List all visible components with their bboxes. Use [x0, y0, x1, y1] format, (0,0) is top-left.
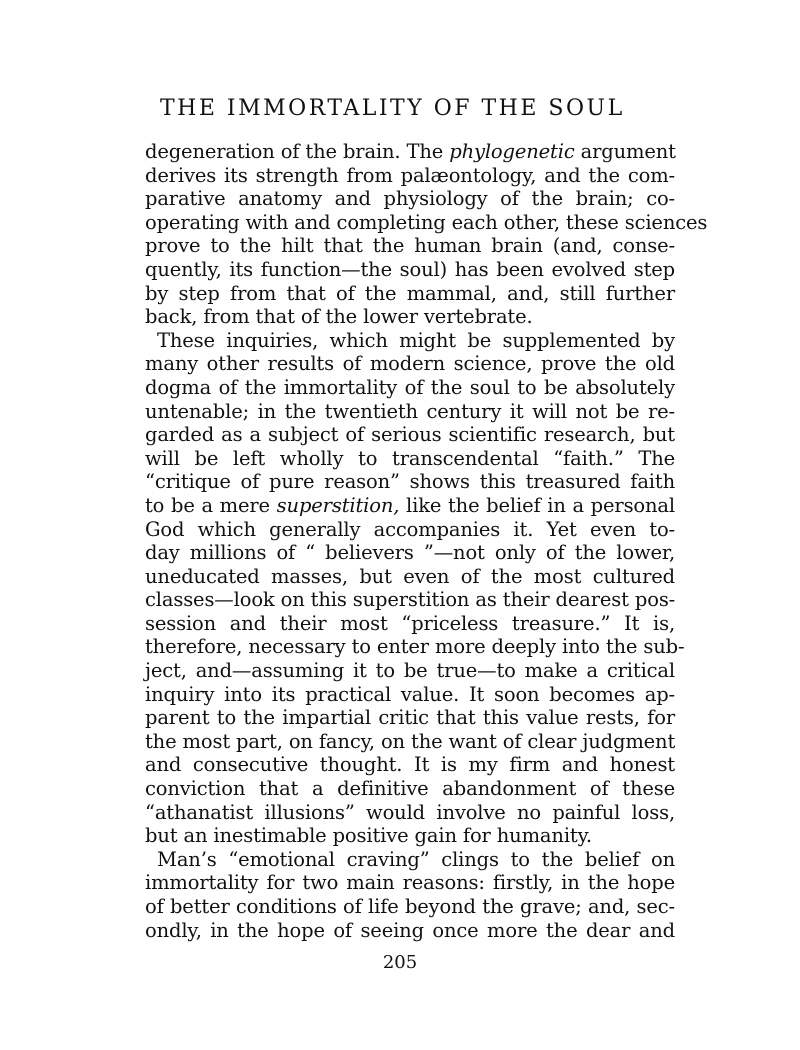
- text-line: [145, 423, 675, 447]
- running-head: THE IMMORTALITY OF THE SOUL: [160, 96, 625, 121]
- text-line: [145, 187, 675, 211]
- text-segment: back, from that of the lower vertebrate.: [145, 305, 533, 329]
- text-segment: parative anatomy and physiology of the brain; co-: [145, 187, 675, 211]
- text-segment: of better conditions of life beyond the grave; and, sec-: [145, 895, 675, 918]
- text-line: [145, 470, 675, 494]
- text-segment: but an inestimable positive gain for humanity.: [145, 824, 592, 848]
- text-segment: the most part, on fancy, on the want of clear judgment: [145, 729, 676, 753]
- text-line: [145, 824, 675, 848]
- text-line: [145, 871, 675, 895]
- text-segment: ondly, in the hope of seeing once more the dear and: [145, 918, 675, 942]
- text-line: [145, 376, 675, 400]
- text-line: [145, 164, 675, 188]
- text-line: [145, 848, 675, 872]
- text-segment: and consecutive thought. It is my firm and honest: [145, 753, 675, 777]
- text-segment: inquiry into its practical value. It soon becomes ap-: [145, 682, 675, 706]
- text-line: [145, 258, 675, 282]
- text-line: [145, 895, 675, 919]
- text-segment: prove to the hilt that the human brain (and, conse-: [145, 234, 675, 258]
- text-line: [145, 352, 675, 376]
- text-segment: degeneration of the brain. The: [145, 140, 450, 163]
- text-segment: conviction that a definitive abandonment of these: [145, 777, 675, 801]
- text-line: [145, 683, 675, 707]
- text-line: [145, 282, 675, 306]
- italic-text: phylogenetic: [449, 140, 575, 163]
- text-line: [145, 659, 675, 683]
- text-segment: session and their most “priceless treasure.” It is,: [145, 611, 675, 635]
- text-line: [145, 140, 675, 164]
- text-segment: ject, and—assuming it to be true—to make a critical: [145, 659, 675, 683]
- text-line: [145, 753, 675, 777]
- text-line: [145, 730, 675, 754]
- text-line: [145, 919, 675, 943]
- text-segment: operating with and completing each other, these sciences: [145, 210, 708, 234]
- text-segment: will be left wholly to transcendental “faith.” The: [145, 446, 675, 470]
- text-line: [145, 518, 675, 542]
- text-line: [145, 777, 675, 801]
- text-line: [145, 801, 675, 825]
- text-segment: therefore, necessary to enter more deeply into the sub-: [145, 635, 685, 659]
- text-line: [145, 565, 675, 589]
- text-segment: parent to the impartial critic that this value rests, for: [145, 706, 675, 730]
- text-segment: classes—look on this superstition as their dearest pos-: [145, 588, 676, 612]
- text-segment: untenable; in the twentieth century it will not be re-: [145, 399, 675, 423]
- text-segment: quently, its function—the soul) has been evolved step: [145, 257, 675, 281]
- text-segment: by step from that of the mammal, and, still further: [145, 281, 675, 305]
- text-line: [145, 541, 675, 565]
- text-segment: derives its strength from palæontology, and the com-: [145, 163, 675, 187]
- text-segment: many other results of modern science, prove the old: [145, 352, 675, 376]
- text-segment: dogma of the immortality of the soul to be absolutely: [145, 375, 675, 399]
- text-line: [145, 447, 675, 471]
- text-segment: uneducated masses, but even of the most cultured: [145, 564, 675, 588]
- text-line: [145, 494, 675, 518]
- text-line: [145, 612, 675, 636]
- text-line: [145, 234, 675, 258]
- text-segment: like the belief in a personal: [399, 493, 675, 517]
- body-text: [145, 140, 708, 942]
- text-segment: day millions of “ believers ”—not only of the lower,: [145, 541, 675, 565]
- text-line: [145, 329, 675, 353]
- text-segment: “athanatist illusions” would involve no painful loss,: [145, 800, 675, 824]
- italic-text: superstition,: [276, 493, 400, 517]
- page-number: 205: [382, 952, 418, 973]
- text-segment: These inquiries, which might be supplemented by: [157, 328, 675, 352]
- text-segment: Man’s “emotional craving” clings to the belief on: [157, 847, 675, 871]
- text-line: [145, 400, 675, 424]
- text-line: [145, 588, 675, 612]
- text-segment: to be a mere: [145, 493, 277, 517]
- text-segment: argument: [574, 140, 676, 163]
- text-segment: “critique of pure reason” shows this treasured faith: [145, 470, 675, 494]
- text-segment: God which generally accompanies it. Yet even to-: [145, 517, 675, 541]
- text-segment: garded as a subject of serious scientific research, but: [145, 423, 675, 447]
- text-segment: immortality for two main reasons: firstly, in the hope: [145, 871, 675, 895]
- text-line: [145, 305, 675, 329]
- text-line: [145, 635, 685, 659]
- text-line: [145, 706, 675, 730]
- text-line: [145, 210, 708, 235]
